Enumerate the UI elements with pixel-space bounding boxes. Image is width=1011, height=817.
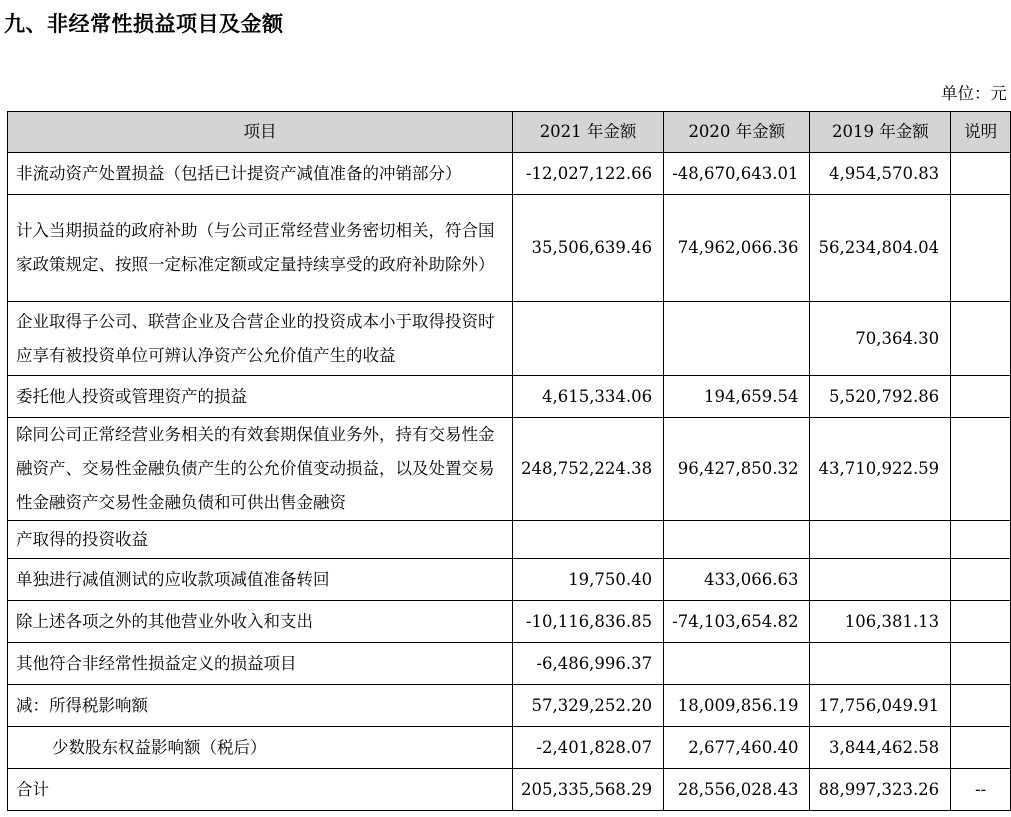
table-row (8, 195, 1011, 302)
row-item: 产取得的投资收益 (8, 521, 513, 559)
table-row (8, 302, 1011, 376)
row-item: 除同公司正常经营业务相关的有效套期保值业务外，持有交易性金融资产、交易性金融负债产生的公允价值变动损益，以及处置交易性金融资产交易性金融负债和可供出售金融资 (8, 418, 513, 521)
row-2020: -74,103,654.82 (664, 601, 810, 643)
row-note (951, 153, 1011, 195)
row-item: 委托他人投资或管理资产的损益 (8, 376, 513, 418)
row-2019: 17,756,049.91 (810, 685, 951, 727)
table-header-row (8, 112, 1011, 153)
header-item: 项目 (8, 112, 513, 153)
row-2020: 2,677,460.40 (664, 727, 810, 769)
row-2021: 57,329,252.20 (512, 685, 663, 727)
row-item: 少数股东权益影响额（税后） (8, 727, 513, 769)
row-item: 其他符合非经常性损益定义的损益项目 (8, 643, 513, 685)
unit-label: 单位：元 (941, 84, 1007, 103)
table-row (8, 153, 1011, 195)
row-2020 (664, 521, 810, 559)
row-2019: 88,997,323.26 (810, 769, 951, 811)
table-row (8, 521, 1011, 559)
row-2020 (664, 643, 810, 685)
row-2021 (512, 521, 663, 559)
row-2019: 4,954,570.83 (810, 153, 951, 195)
row-2021: 248,752,224.38 (512, 418, 663, 521)
table-row (8, 601, 1011, 643)
row-2021: 35,506,639.46 (512, 195, 663, 302)
row-note (951, 302, 1011, 376)
header-2019: 2019 年金额 (810, 112, 951, 153)
row-2021: -12,027,122.66 (512, 153, 663, 195)
table-row (8, 376, 1011, 418)
row-2020: -48,670,643.01 (664, 153, 810, 195)
row-2020: 28,556,028.43 (664, 769, 810, 811)
row-2019: 3,844,462.58 (810, 727, 951, 769)
row-2021: 4,615,334.06 (512, 376, 663, 418)
row-item: 减：所得税影响额 (8, 685, 513, 727)
row-2019 (810, 643, 951, 685)
row-2021: -6,486,996.37 (512, 643, 663, 685)
header-note: 说明 (951, 112, 1011, 153)
row-2021 (512, 302, 663, 376)
header-2021: 2021 年金额 (512, 112, 663, 153)
row-2020: 74,962,066.36 (664, 195, 810, 302)
row-item: 合计 (8, 769, 513, 811)
row-2019: 5,520,792.86 (810, 376, 951, 418)
row-item: 除上述各项之外的其他营业外收入和支出 (8, 601, 513, 643)
row-2020: 18,009,856.19 (664, 685, 810, 727)
row-note (951, 601, 1011, 643)
row-2020: 96,427,850.32 (664, 418, 810, 521)
row-2019 (810, 559, 951, 601)
table-row (8, 418, 1011, 521)
row-item: 单独进行减值测试的应收款项减值准备转回 (8, 559, 513, 601)
row-2019: 56,234,804.04 (810, 195, 951, 302)
table-row (8, 643, 1011, 685)
row-note (951, 521, 1011, 559)
row-2021: -10,116,836.85 (512, 601, 663, 643)
row-note (951, 559, 1011, 601)
row-item: 非流动资产处置损益（包括已计提资产减值准备的冲销部分） (8, 153, 513, 195)
row-2021: 205,335,568.29 (512, 769, 663, 811)
row-2020: 194,659.54 (664, 376, 810, 418)
page-title: 九、非经常性损益项目及金额 (4, 12, 284, 36)
table-row (8, 559, 1011, 601)
row-2019 (810, 521, 951, 559)
row-2019: 43,710,922.59 (810, 418, 951, 521)
row-2020: 433,066.63 (664, 559, 810, 601)
row-note: -- (951, 769, 1011, 811)
row-2019: 70,364.30 (810, 302, 951, 376)
table-row-total (8, 769, 1011, 811)
row-note (951, 418, 1011, 521)
row-2021: -2,401,828.07 (512, 727, 663, 769)
row-note (951, 376, 1011, 418)
non-recurring-gains-table (7, 111, 1011, 811)
row-note (951, 685, 1011, 727)
row-note (951, 643, 1011, 685)
row-2019: 106,381.13 (810, 601, 951, 643)
row-2021: 19,750.40 (512, 559, 663, 601)
row-2020 (664, 302, 810, 376)
header-2020: 2020 年金额 (664, 112, 810, 153)
row-item: 企业取得子公司、联营企业及合营企业的投资成本小于取得投资时应享有被投资单位可辨认净资产公允价值产生的收益 (8, 302, 513, 376)
table-row (8, 685, 1011, 727)
table-row (8, 727, 1011, 769)
row-note (951, 727, 1011, 769)
row-note (951, 195, 1011, 302)
row-item: 计入当期损益的政府补助（与公司正常经营业务密切相关，符合国家政策规定、按照一定标准定额或定量持续享受的政府补助除外） (8, 195, 513, 302)
